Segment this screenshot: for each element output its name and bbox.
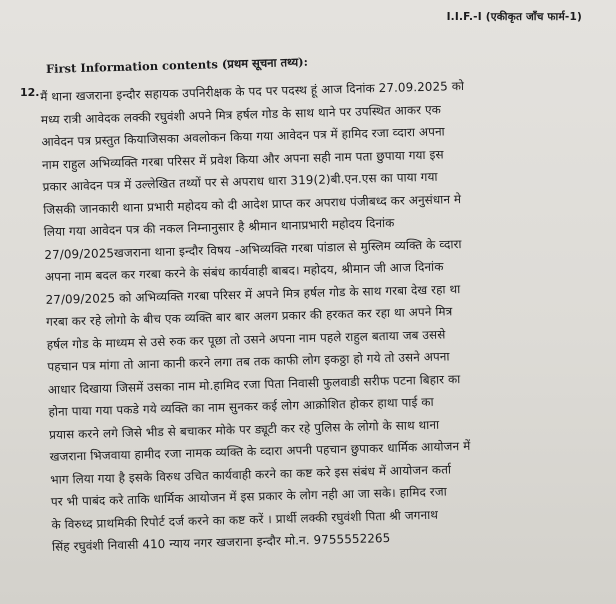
content-line: प्रकार आवेदन पत्र में उल्लेखित तथ्यों पर से अपराध धारा 319(2)बी.एन.एस का पाया गया: [42, 169, 438, 194]
content-line: मध्य रात्री आवेदक लक्की रघुवंशी अपने मित्र हर्षल गोड के साथ थाने पर उपस्थित आकर एक: [40, 102, 442, 127]
content-line: अपना नाम बदल कर गरबा करने के संबंध कार्यवाही बाबद। महोदय, श्रीमान जी आज दिनांक: [44, 259, 444, 284]
form-reference: I.I.F.-I (एकीकृत जाँच फार्म-1): [446, 11, 582, 23]
content-line: गरबा कर रहे लोगो के बीच एक व्यक्ति बार बार अलग प्रकार की हरकत कर रहा था अपने मित्र: [45, 304, 453, 329]
content-line: 27/09/2025खजराना थाना इन्दौर विषय -अभिव्यक्ति गरबा पांडाल से मुस्लिम व्यक्ति के व्दारा: [44, 236, 462, 262]
content-line: पहचान पत्र मांगा तो आना कानी करने लगा तब तक काफी लोग इकठ्ठा हो गये तो उसने अपना: [47, 349, 450, 374]
content-line: आधार दिखाया जिसमें उसका नाम मो.हामिद रजा पिता निवासी फुलवाडी सरीफ पटना बिहार का: [47, 371, 461, 397]
content-line: लिया गया आवेदन पत्र की नकल निम्नानुसार है श्रीमान थानाप्रभारी महोदय दिनांक: [43, 215, 395, 239]
content-line: हर्षल गोड के माध्यम से उसे रुक कर पूछा तो उसने अपना नाम पहले राहुल बताया जब उससे: [46, 326, 446, 352]
content-line: खजराना भिजवाया हामीद रजा नामक व्यक्ति के व्दारा अपनी पहचान छुपाकर धार्मिक आयोजन में: [49, 438, 471, 464]
content-line: पर भी पाबंद करे ताकि धार्मिक आयोजन में इस प्रकार के लोग नही आ जा सके। हामिद रजा: [50, 484, 448, 509]
content-line: प्रयास करने लगे जिसे भीड से बचाकर मोके पर ड्यूटी कर रहे पुलिस के लोगो के साथ थाना: [48, 417, 440, 442]
content-line: भाग लिया गया है इसके विरुध उचित कार्यवाही करने का कष्ट करे इस संबंध में आयोजन कर्ता: [50, 461, 452, 487]
content-line: मैं थाना खजराना इन्दौर सहायक उपनिरीक्षक के पद पर पदस्थ हूं आज दिनांक 27.09.2025 को: [40, 78, 465, 104]
content-line: के विरुध्द प्राथमिकी रिपोर्ट दर्ज करने का कष्ट करें । प्रार्थी लक्की रघुवंशी पिता श्री जगनाथ: [51, 507, 439, 532]
section-title: First Information contents (प्रथम सूचना तथ्य):: [45, 54, 309, 76]
information-contents: [40, 71, 612, 558]
content-line: 27/09/2025 को अभिव्यक्ति गरबा परिसर में अपने मित्र हर्षल गोड के साथ गरबा देख रहा था: [45, 281, 461, 307]
content-line: होना पाया गया पकडे गये व्यक्ति का नाम सुनकर कई लोग आक्रोशित होकर हाथा पाई का: [48, 394, 434, 419]
content-line: जिसकी जानकारी थाना प्रभारी महोदय को दी आदेश प्राप्त कर अपराध पंजीबध्द कर अनुसंधान मे: [43, 191, 462, 217]
section-number: 12.: [20, 86, 40, 99]
content-line: आवेदन पत्र प्रस्तुत कियाजिसका अवलोकन किया गया आवेदन पत्र में हामिद रजा व्दारा अपना: [41, 124, 445, 149]
content-line: सिंह रघुवंशी निवासी 410 न्याय नगर खजराना इन्दौर मो.न. 9755552265: [51, 530, 391, 554]
content-line: नाम राहुल अभिव्यक्ति गरबा परिसर में प्रवेश किया और अपना सही नाम पता छुपाया गया इस: [41, 146, 444, 172]
